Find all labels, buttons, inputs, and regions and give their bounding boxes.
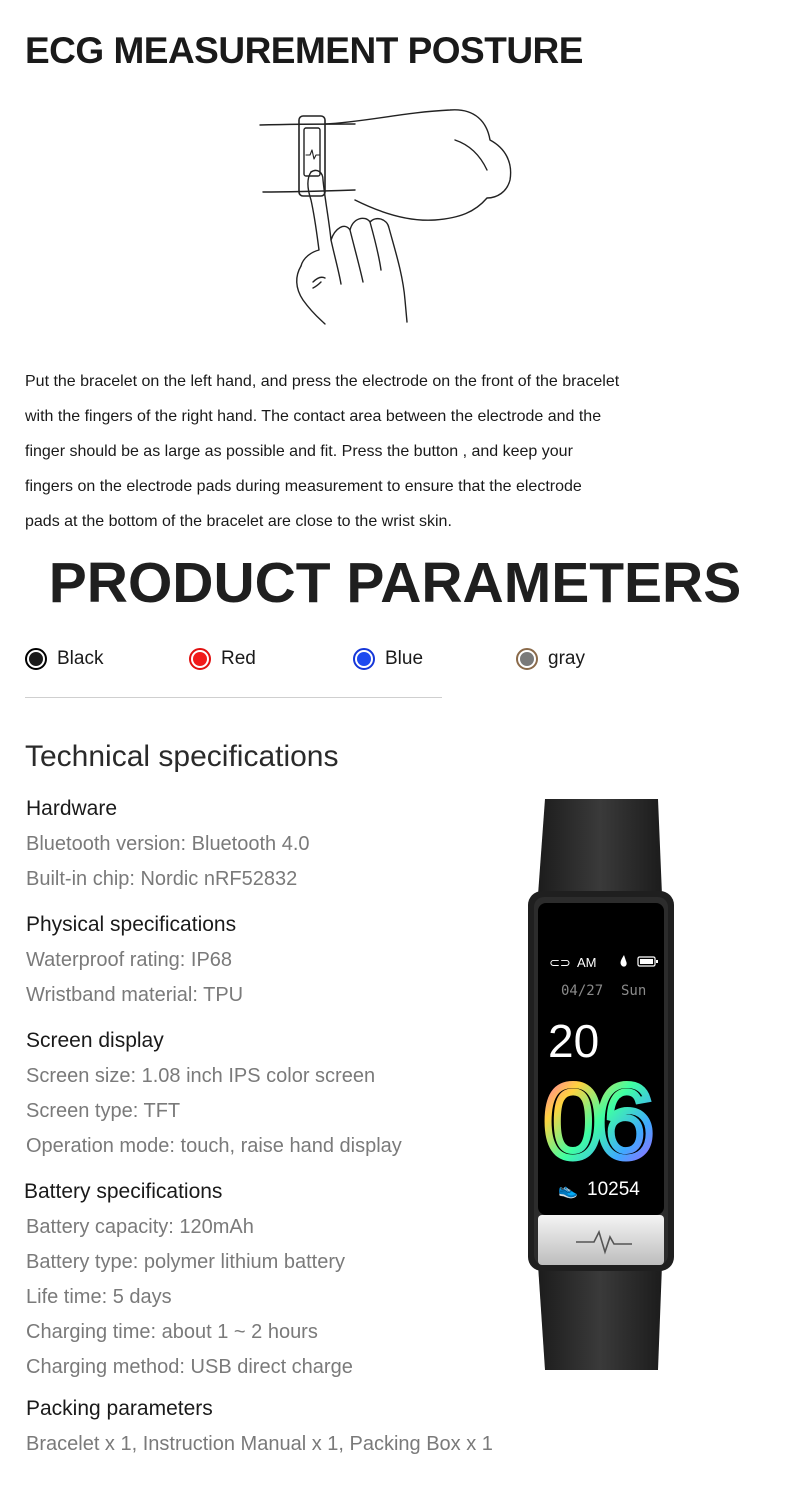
hardware-heading: Hardware — [26, 797, 118, 820]
ecg-posture-illustration — [255, 100, 520, 325]
am-indicator: AM — [577, 955, 597, 970]
charging-method: Charging method: USB direct charge — [26, 1356, 353, 1378]
bracelet-image — [520, 795, 680, 1375]
screen-hour: 20 — [548, 1015, 600, 1067]
instruction-line: Put the bracelet on the left hand, and press the electrode on the front of the bracelet — [25, 373, 620, 390]
color-label: Blue — [385, 648, 424, 669]
instruction-line: pads at the bottom of the bracelet are close to the wrist skin. — [25, 513, 452, 530]
color-option-red[interactable] — [189, 644, 256, 674]
waterproof-rating: Waterproof rating: IP68 — [26, 949, 233, 971]
color-swatch — [25, 648, 47, 670]
color-label: Black — [57, 648, 104, 669]
technical-specifications-title: Technical specifications — [25, 740, 339, 773]
shoe-icon: 👟 — [558, 1180, 578, 1199]
screen-type: Screen type: TFT — [26, 1100, 181, 1122]
ecg-wave-icon — [306, 150, 320, 159]
screen-size: Screen size: 1.08 inch IPS color screen — [26, 1065, 376, 1087]
color-option-black[interactable] — [25, 644, 103, 674]
instruction-line: fingers on the electrode pads during measurement to ensure that the electrode — [25, 478, 582, 495]
color-swatch — [353, 648, 375, 670]
ecg-instructions — [25, 364, 735, 539]
battery-type: Battery type: polymer lithium battery — [26, 1251, 346, 1273]
color-swatch — [516, 648, 538, 670]
color-label: gray — [548, 648, 585, 669]
instruction-line: with the fingers of the right hand. The contact area between the electrode and the — [25, 408, 602, 425]
operation-mode: Operation mode: touch, raise hand display — [26, 1135, 402, 1157]
packing-heading: Packing parameters — [26, 1397, 213, 1420]
battery-heading: Battery specifications — [24, 1180, 223, 1203]
color-option-gray[interactable] — [516, 644, 585, 674]
built-in-chip: Built-in chip: Nordic nRF52832 — [26, 868, 298, 890]
screen-steps: 10254 — [587, 1179, 640, 1200]
screen-heading: Screen display — [26, 1029, 164, 1052]
charging-time: Charging time: about 1 ~ 2 hours — [26, 1321, 318, 1343]
packing-contents: Bracelet x 1, Instruction Manual x 1, Packing Box x 1 — [26, 1433, 493, 1455]
instruction-line: finger should be as large as possible and fit. Press the button , and keep your — [25, 443, 573, 460]
life-time: Life time: 5 days — [26, 1286, 172, 1308]
physical-heading: Physical specifications — [26, 913, 237, 936]
screen-date: 04/27 — [561, 983, 604, 999]
color-option-blue[interactable] — [353, 644, 423, 674]
color-swatch — [189, 648, 211, 670]
ecg-section-title: ECG MEASUREMENT POSTURE — [25, 30, 583, 71]
divider — [25, 697, 442, 698]
color-label: Red — [221, 648, 256, 669]
battery-capacity: Battery capacity: 120mAh — [26, 1216, 254, 1238]
link-icon: ⊂⊃ — [549, 956, 571, 971]
wristband-material: Wristband material: TPU — [26, 984, 244, 1006]
screen-minute: 06 — [544, 1064, 648, 1180]
bluetooth-version: Bluetooth version: Bluetooth 4.0 — [26, 833, 310, 855]
product-parameters-title: PRODUCT PARAMETERS — [48, 551, 742, 615]
screen-day: Sun — [621, 983, 647, 999]
